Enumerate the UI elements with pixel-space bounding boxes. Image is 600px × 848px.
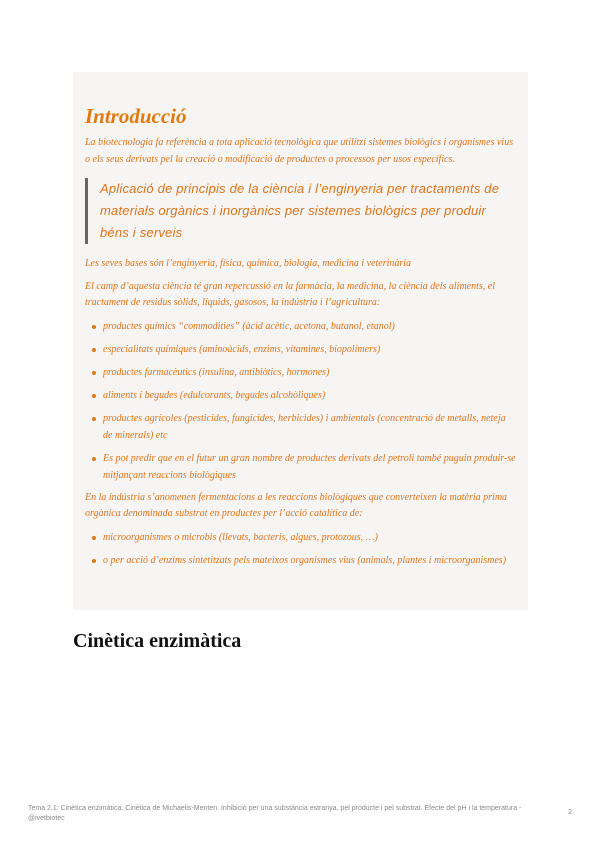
list-item: Es pot predir que en el futur un gran nombre de productes derivats del petroli també puguin produir-se mitjançant reaccions biològiques — [103, 450, 516, 484]
list-item: aliments i begudes (edulcorants, begudes alcohòliques) — [103, 387, 516, 404]
section-title: Cinètica enzimàtica — [73, 630, 242, 652]
introduction-box — [73, 72, 528, 610]
intro-title: Introducció — [85, 104, 187, 128]
intro-paragraph-fermentation: En la indústria s’anomenen fermentacions a les reaccions biològiques que converteixen la matèria prima orgànica denominada substrat en productes per l’acció catalítica de: — [85, 491, 508, 519]
intro-paragraph-definition: La biotecnologia fa referència a tota aplicació tecnològica que utilitzi sistemes biològics i organismes vius o els seus derivats pel la creació o modificació de productes o processos per usos específics. — [85, 137, 514, 165]
intro-paragraph-bases: Les seves bases són l’enginyeria, física, química, biologia, medicina i veterinària — [85, 258, 412, 269]
page-number: 2 — [568, 809, 572, 816]
list-item: microorganismes o microbis (llevats, bacteris, algues, protozous, …) — [103, 529, 516, 546]
intro-blockquote: Aplicació de principis de la ciència i l’enginyeria per tractaments de materials orgànics i inorgànics per sistemes biològics per produir béns i serveis — [85, 178, 516, 244]
intro-paragraph-field: El camp d’aquesta ciència té gran repercussió en la farmàcia, la medicina, la ciència dels aliments, el tractament de residus sòlids, líquids, gasosos, la indústria i l’agricultura: — [85, 280, 496, 308]
footer-text: Tema 2.1: Cinètica enzimàtica. Cinètica de Michaelis-Menten. Inhibició per una substància estranya, pel producte i pel substrat. Efecte del pH i la temperatura - @ivetbiotec — [28, 805, 522, 822]
catalysts-list — [85, 529, 516, 569]
list-item: productes farmacèutics (insulina, antibiòtics, hormones) — [103, 364, 516, 381]
list-item: especialitats químiques (aminoàcids, enzims, vitamines, biopolímers) — [103, 341, 516, 358]
products-list — [85, 318, 516, 484]
list-item: o per acció d’enzims sintetitzats pels mateixos organismes vius (animals, plantes i microorganismes) — [103, 552, 516, 569]
list-item: productes químics “commodities” (àcid acètic, acetona, butanol, etanol) — [103, 318, 516, 335]
list-item: productes agrícoles (pesticides, fungicides, herbicides) i ambientals (concentració de metalls, neteja de minerals) etc — [103, 410, 516, 444]
